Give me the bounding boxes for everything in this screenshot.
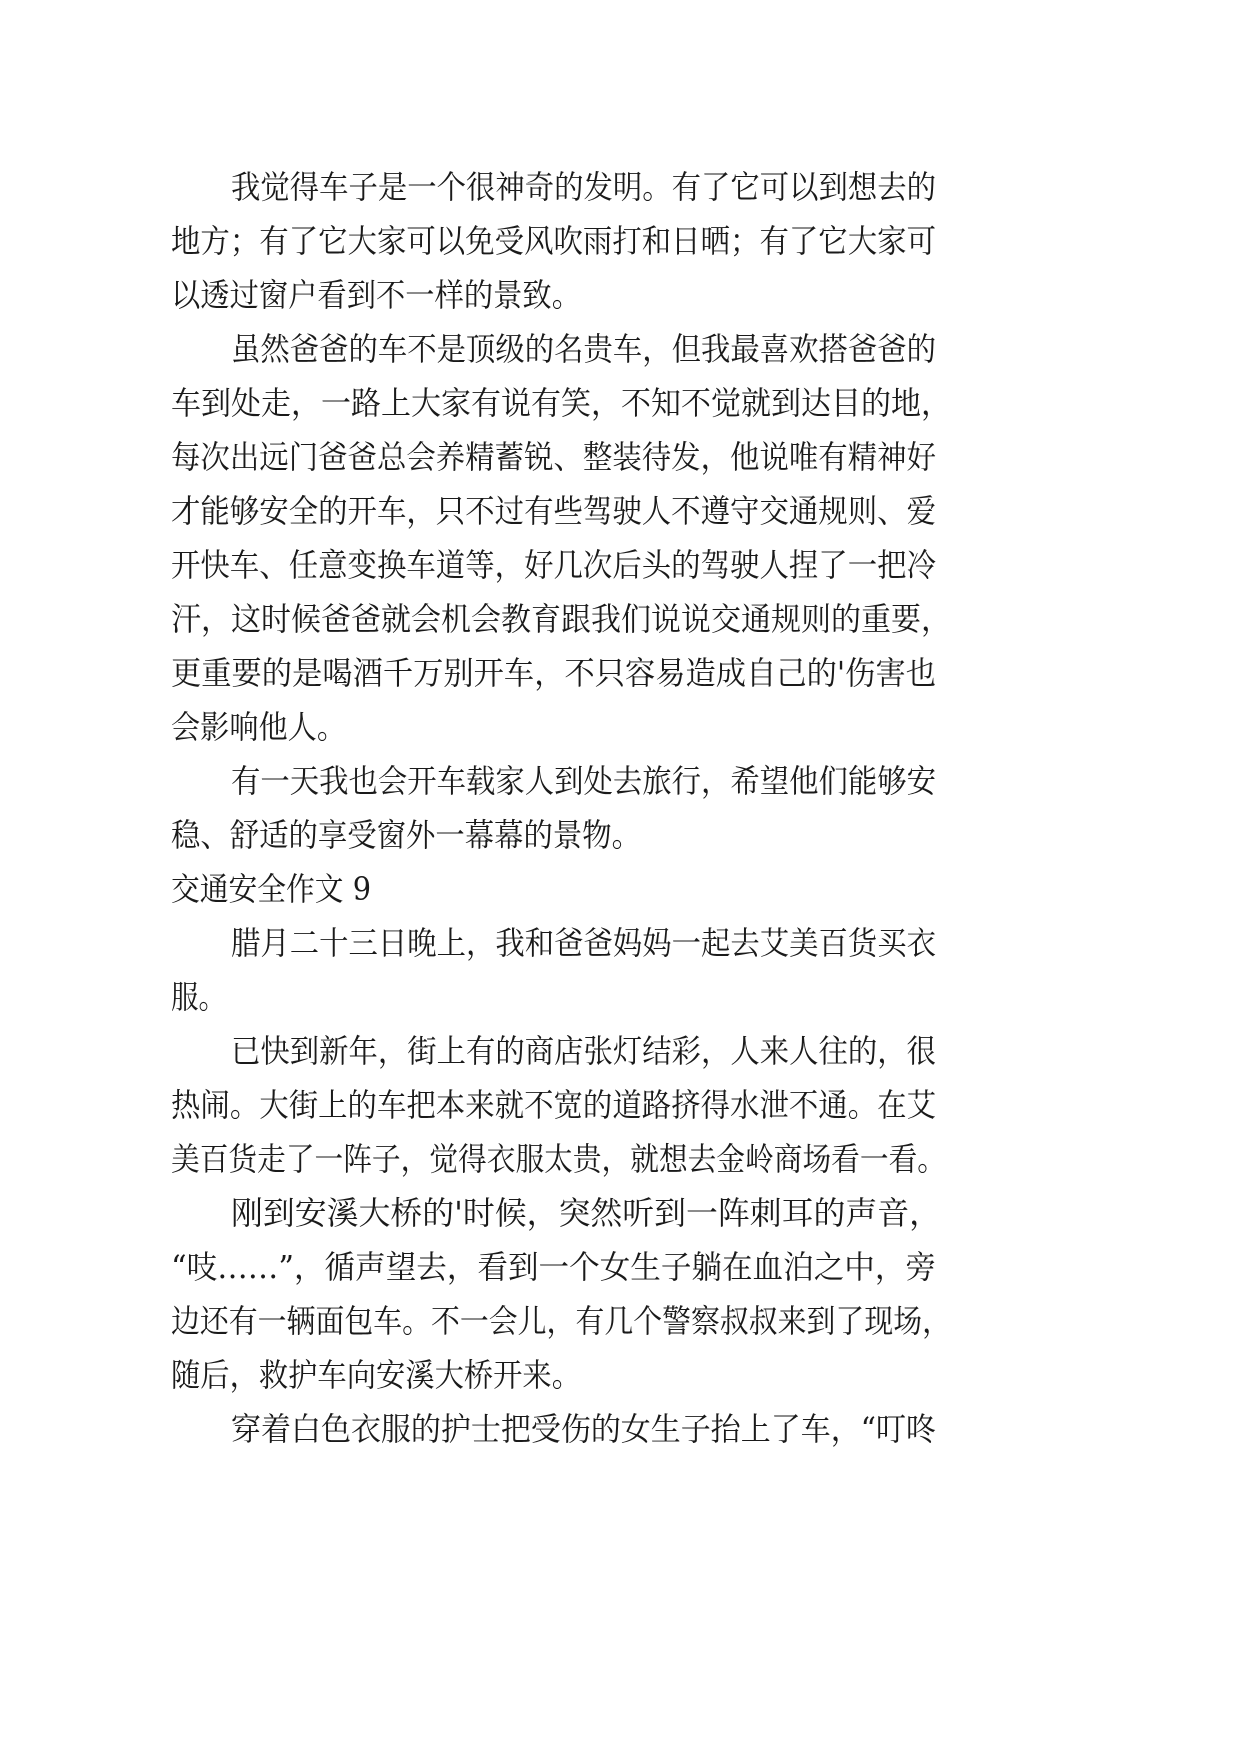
paragraph-text: 会影响他人。	[171, 708, 346, 746]
paragraph-text: 腊月二十三日晚上，我和爸爸妈妈一起去艾美百货买衣	[231, 924, 936, 962]
paragraph-text: 才能够安全的开车，只不过有些驾驶人不遵守交通规则、爱	[171, 492, 936, 530]
paragraph-text: 有一天我也会开车载家人到处去旅行，希望他们能够安	[231, 762, 936, 800]
paragraph-text: 开快车、任意变换车道等，好几次后头的驾驶人捏了一把冷	[171, 546, 936, 584]
text-line	[0, 751, 1241, 811]
paragraph-text: 服。	[171, 978, 226, 1016]
paragraph-text: “吱……”，循声望去，看到一个女生子躺在血泊之中，旁	[171, 1248, 936, 1286]
paragraph-text: 稳、舒适的享受窗外一幕幕的景物。	[171, 816, 641, 854]
text-line	[0, 805, 1241, 865]
paragraph-text: 穿着白色衣服的护士把受伤的女生子抬上了车，“叮咚	[231, 1410, 936, 1448]
paragraph-text: 我觉得车子是一个很神奇的发明。有了它可以到想去的	[231, 168, 936, 206]
text-line	[0, 265, 1241, 325]
text-line	[0, 319, 1241, 379]
paragraph-text: 每次出远门爸爸总会养精蓄锐、整装待发，他说唯有精神好	[171, 438, 936, 476]
text-line	[0, 157, 1241, 217]
text-line	[0, 427, 1241, 487]
text-line	[0, 859, 1241, 919]
paragraph-text: 随后，救护车向安溪大桥开来。	[171, 1356, 581, 1394]
text-line	[0, 697, 1241, 757]
paragraph-text: 车到处走，一路上大家有说有笑，不知不觉就到达目的地，	[171, 384, 951, 422]
text-line	[0, 967, 1241, 1027]
text-line	[0, 1075, 1241, 1135]
text-line	[0, 1183, 1241, 1243]
text-line	[0, 913, 1241, 973]
text-line	[0, 1129, 1241, 1189]
paragraph-text: 热闹。大街上的车把本来就不宽的道路挤得水泄不通。在艾	[171, 1086, 936, 1124]
text-line	[0, 481, 1241, 541]
section-heading: 交通安全作文 9	[171, 870, 371, 908]
text-line	[0, 1237, 1241, 1297]
text-line	[0, 373, 1241, 433]
paragraph-text: 虽然爸爸的车不是顶级的名贵车，但我最喜欢搭爸爸的	[231, 330, 936, 368]
text-line	[0, 1291, 1241, 1351]
paragraph-text: 汗，这时候爸爸就会机会教育跟我们说说交通规则的重要，	[171, 600, 951, 638]
paragraph-text: 边还有一辆面包车。不一会儿，有几个警察叔叔来到了现场，	[171, 1302, 951, 1340]
text-line	[0, 589, 1241, 649]
paragraph-text: 更重要的是喝酒千万别开车，不只容易造成自己的'伤害也	[171, 654, 936, 692]
paragraph-text: 已快到新年，街上有的商店张灯结彩，人来人往的，很	[231, 1032, 936, 1070]
paragraph-text: 刚到安溪大桥的'时候，突然听到一阵刺耳的声音，	[231, 1194, 941, 1232]
text-line	[0, 643, 1241, 703]
paragraph-text: 地方；有了它大家可以免受风吹雨打和日晒；有了它大家可	[171, 222, 936, 260]
text-line	[0, 211, 1241, 271]
text-line	[0, 1021, 1241, 1081]
text-line	[0, 1345, 1241, 1405]
paragraph-text: 以透过窗户看到不一样的景致。	[171, 276, 581, 314]
text-line	[0, 1399, 1241, 1459]
text-line	[0, 535, 1241, 595]
paragraph-text: 美百货走了一阵子，觉得衣服太贵，就想去金岭商场看一看。	[171, 1140, 946, 1178]
